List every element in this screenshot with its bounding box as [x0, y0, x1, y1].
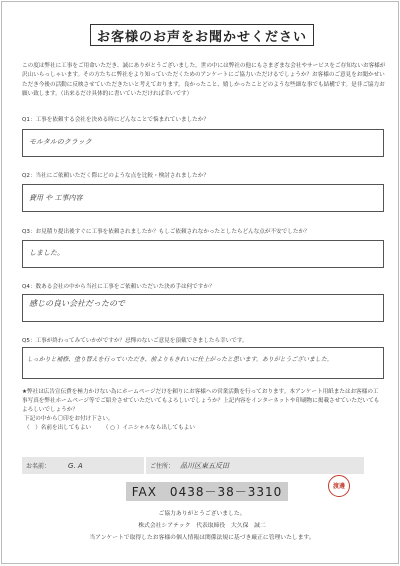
question-2-label: Q2：当社にご依頼いただく際にどのような点を比較・検討されましたか？ — [22, 173, 209, 179]
choice-initial-ok: （ ○ ）イニシャルなら出してもよい — [102, 425, 195, 431]
answer-box-4 — [22, 294, 384, 322]
fax-number: FAX 0438－38－3310 — [126, 482, 288, 501]
consent-choices — [24, 423, 205, 431]
choice-lead: 下記の中から〇印をお付け下さい。 — [24, 416, 114, 422]
survey-form — [1, 1, 399, 564]
footer-privacy: 当アンケートで取得したお客様の個人情報は関係法規に基づき厳正に管理いたします。 — [89, 535, 315, 541]
answer-box-3 — [22, 240, 384, 268]
question-4-label: Q4：数ある会社の中から当社に工事をご依頼いただいた決め手は何ですか？ — [22, 284, 215, 290]
answer-box-2 — [22, 184, 384, 212]
company-seal: 渡邊 — [328, 475, 350, 497]
name-field — [22, 457, 144, 474]
address-value: 品川区東五反田 — [180, 461, 230, 470]
name-value: G. A — [68, 461, 83, 470]
name-label: お名前： — [26, 463, 51, 470]
answer-3-text: しました。 — [29, 249, 64, 257]
choice-name-ok: （ ）名前を出してもよい — [24, 425, 92, 431]
intro-text: この度は弊社に工事をご用命いただき、誠にありがとうございました。世の中には弊社の他にもさまざまな会社やサービスをご存知ないお客様が沢山いらっしゃいます。その方たちに弊社をより知っていただくためのアンケートにご協力いただけるでしょうか？お客様のご意見をお聞かせいただき今後の活動に反映させていただきたいと考えております。良かったこと、嬉しかったことどのような些細な事でも結構です。是非ご協力お願い致します。（出来るだけ具体的に書いていただければ幸いです） — [22, 63, 386, 98]
answer-5-text: しっかりと補修、塗り替えを行っていただき、前よりもきれいに仕上がったと思います。ありがとうございました。 — [27, 357, 333, 363]
notice-text: ★弊社は広告宣伝費を極力かけない為にホームページだけを頼りにお客様への営業活動を行っております。本アンケート用紙またはお客様の工事写真を弊社ホームページ等でご紹介させていただいてもよろしいでしょうか？上記内容をインターネットや印刷物に掲載させていただいてもよろしいでしょうか？ — [22, 389, 380, 413]
form-title: お客様のお声をお聞かせください — [90, 24, 314, 46]
answer-box-1 — [22, 129, 384, 157]
question-1-label: Q1：工事を依頼する会社を決める時にどんなことで悩まれていましたか？ — [22, 117, 209, 123]
address-label: ご住所： — [150, 463, 175, 470]
address-field — [146, 457, 364, 474]
answer-box-5 — [22, 347, 384, 379]
answer-4-text: 感じの良い会社だったので — [29, 299, 125, 308]
answer-1-text: モルタルのクラック — [29, 138, 92, 146]
question-5-label: Q5：工事が終わってみていかがですか？忌憚のないご意見を頂戴できましたら幸いです。 — [22, 338, 248, 344]
footer-company: 株式会社シアテック 代表取締役 大久保 誠二 — [138, 523, 266, 529]
footer-thanks: ご協力ありがとうございました。 — [158, 511, 246, 517]
question-3-label: Q3：お見積り提出後すぐに工事を依頼されましたか？もしご依頼されなかったとしたらどんな点が不安でしたか？ — [22, 229, 310, 235]
answer-2-text: 費用 や 工事内容 — [29, 194, 83, 202]
